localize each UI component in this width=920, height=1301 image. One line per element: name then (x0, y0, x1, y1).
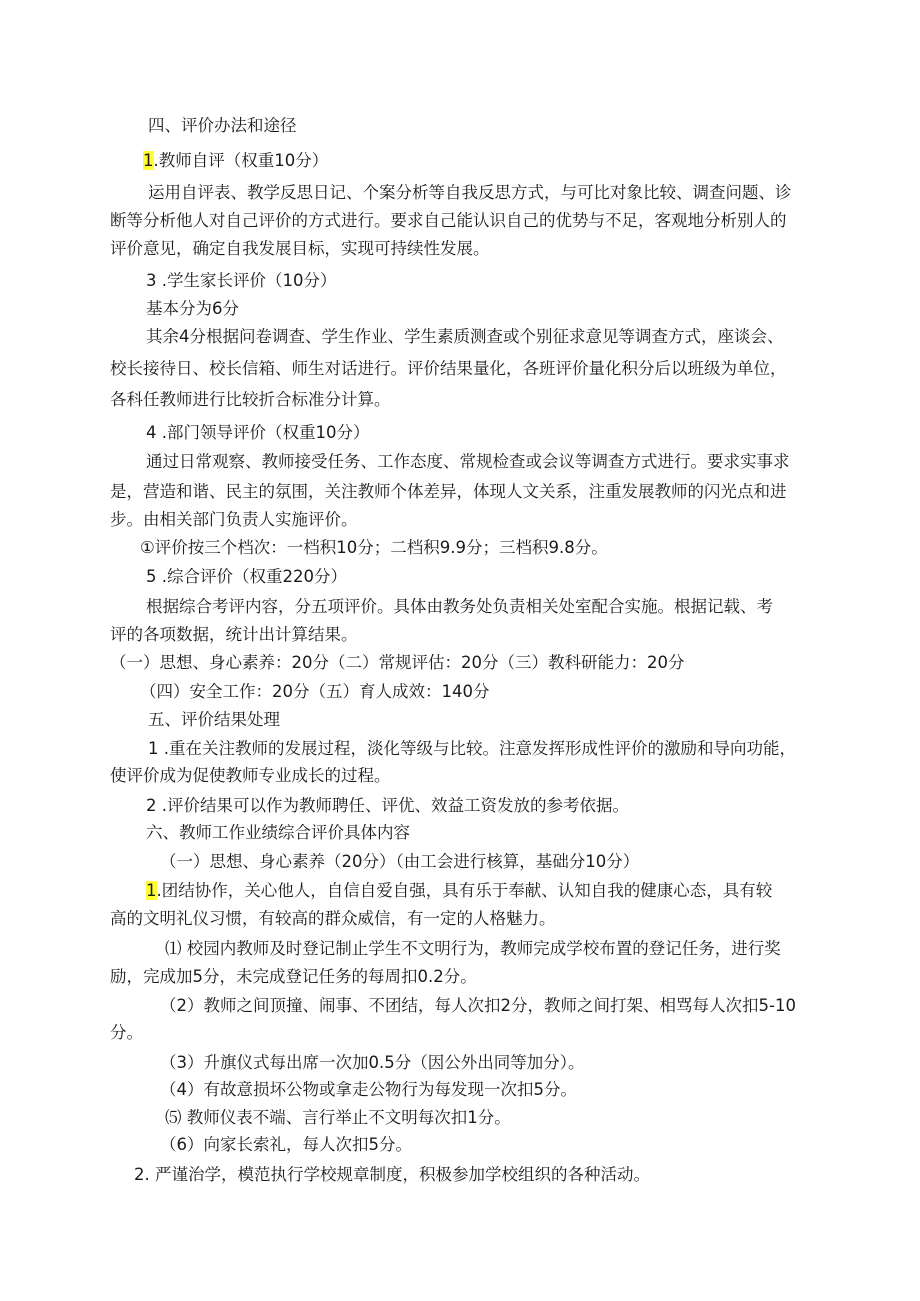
subsection-title-department-evaluation: 4 .部门领导评价（权重10分） (146, 423, 370, 442)
section-heading-evaluation-methods: 四、评价办法和途径 (148, 116, 297, 135)
paragraph-line: 运用自评表、教学反思日记、个案分析等自我反思方式，与可比对象比较、调查问题、诊 (148, 183, 792, 202)
paragraph-line: 断等分析他人对自己评价的方式进行。要求自己能认识自己的优势与不足，客观地分析别人的 (110, 211, 787, 230)
paragraph-line: 使评价成为促使教师专业成长的过程。 (110, 766, 391, 785)
paragraph-line: ①评价按三个档次：一档积10分；二档积9.9分；三档积9.8分。 (140, 538, 608, 557)
list-item-continuation: 分。 (110, 1023, 143, 1042)
paragraph-line: 1 .重在关注教师的发展过程，淡化等级与比较。注意发挥形成性评价的激励和导向功能， (148, 739, 796, 758)
paragraph-line: 其余4分根据问卷调查、学生作业、学生素质测查或个别征求意见等调查方式，座谈会、 (146, 327, 784, 346)
list-item: （2）教师之间顶撞、闹事、不团结，每人次扣2分，教师之间打架、相骂每人次扣5-10 (160, 996, 796, 1015)
subsection-title-text: .教师自评（权重10分） (153, 151, 329, 170)
paragraph-line: 2. 严谨治学，模范执行学校规章制度，积极参加学校组织的各种活动。 (134, 1165, 650, 1184)
paragraph-line: 各科任教师进行比较折合标准分计算。 (110, 390, 391, 409)
section-heading-result-processing: 五、评价结果处理 (148, 710, 280, 729)
list-item: （6）向家长索礼，每人次扣5分。 (160, 1135, 412, 1154)
highlighted-number: 1 (146, 881, 157, 900)
list-item: ⑸ 教师仪表不端、言行举止不文明每次扣1分。 (165, 1108, 511, 1127)
subsection-title-moral-quality: （一）思想、身心素养（20分）（由工会进行核算，基础分10分） (160, 852, 640, 871)
paragraph-line: 步。由相关部门负责人实施评价。 (110, 510, 358, 529)
paragraph-line: 评的各项数据，统计出计算结果。 (110, 625, 358, 644)
paragraph-line (146, 880, 772, 902)
paragraph-line: 通过日常观察、教师接受任务、工作态度、常规检查或会议等调查方式进行。要求实事求 (146, 452, 790, 471)
list-item-continuation: 励，完成加5分，未完成登记任务的每周扣0.2分。 (110, 967, 477, 986)
paragraph-text: .团结协作，关心他人，自信自爱自强，具有乐于奉献、认知自我的健康心态，具有较 (156, 881, 773, 900)
paragraph-line: 校长接待日、校长信箱、师生对话进行。评价结果量化，各班评价量化积分后以班级为单位， (110, 359, 787, 378)
subsection-title-comprehensive-evaluation: 5 .综合评价（权重220分） (146, 567, 347, 586)
subsection-title-teacher-self-evaluation (143, 150, 328, 172)
list-item: （4）有故意损坏公物或拿走公物行为每发现一次扣5分。 (160, 1080, 577, 1099)
paragraph-line: 基本分为6分 (146, 299, 239, 318)
highlighted-number: 1 (143, 151, 154, 170)
list-item: ⑴ 校园内教师及时登记制止学生不文明行为，教师完成学校布置的登记任务，进行奖 (165, 939, 781, 958)
paragraph-line: 高的文明礼仪习惯，有较高的群众威信，有一定的人格魅力。 (110, 909, 556, 928)
list-item: （3）升旗仪式每出席一次加0.5分（因公外出同等加分）。 (160, 1053, 585, 1072)
section-heading-specific-content: 六、教师工作业绩综合评价具体内容 (146, 823, 410, 842)
subsection-title-parent-evaluation: 3 .学生家长评价（10分） (146, 271, 337, 290)
paragraph-line: 是，营造和谐、民主的氛围，关注教师个体差异，体现人文关系，注重发展教师的闪光点和进 (110, 482, 787, 501)
paragraph-line: 根据综合考评内容，分五项评价。具体由教务处负责相关处室配合实施。根据记载、考 (146, 597, 773, 616)
paragraph-line: 2 .评价结果可以作为教师聘任、评优、效益工资发放的参考依据。 (146, 796, 629, 815)
paragraph-line: 评价意见，确定自我发展目标，实现可持续性发展。 (110, 239, 490, 258)
paragraph-line: （一）思想、身心素养：20分（二）常规评估：20分（三）教科研能力：20分 (110, 653, 685, 672)
paragraph-line: （四）安全工作：20分（五）育人成效：140分 (140, 682, 490, 701)
